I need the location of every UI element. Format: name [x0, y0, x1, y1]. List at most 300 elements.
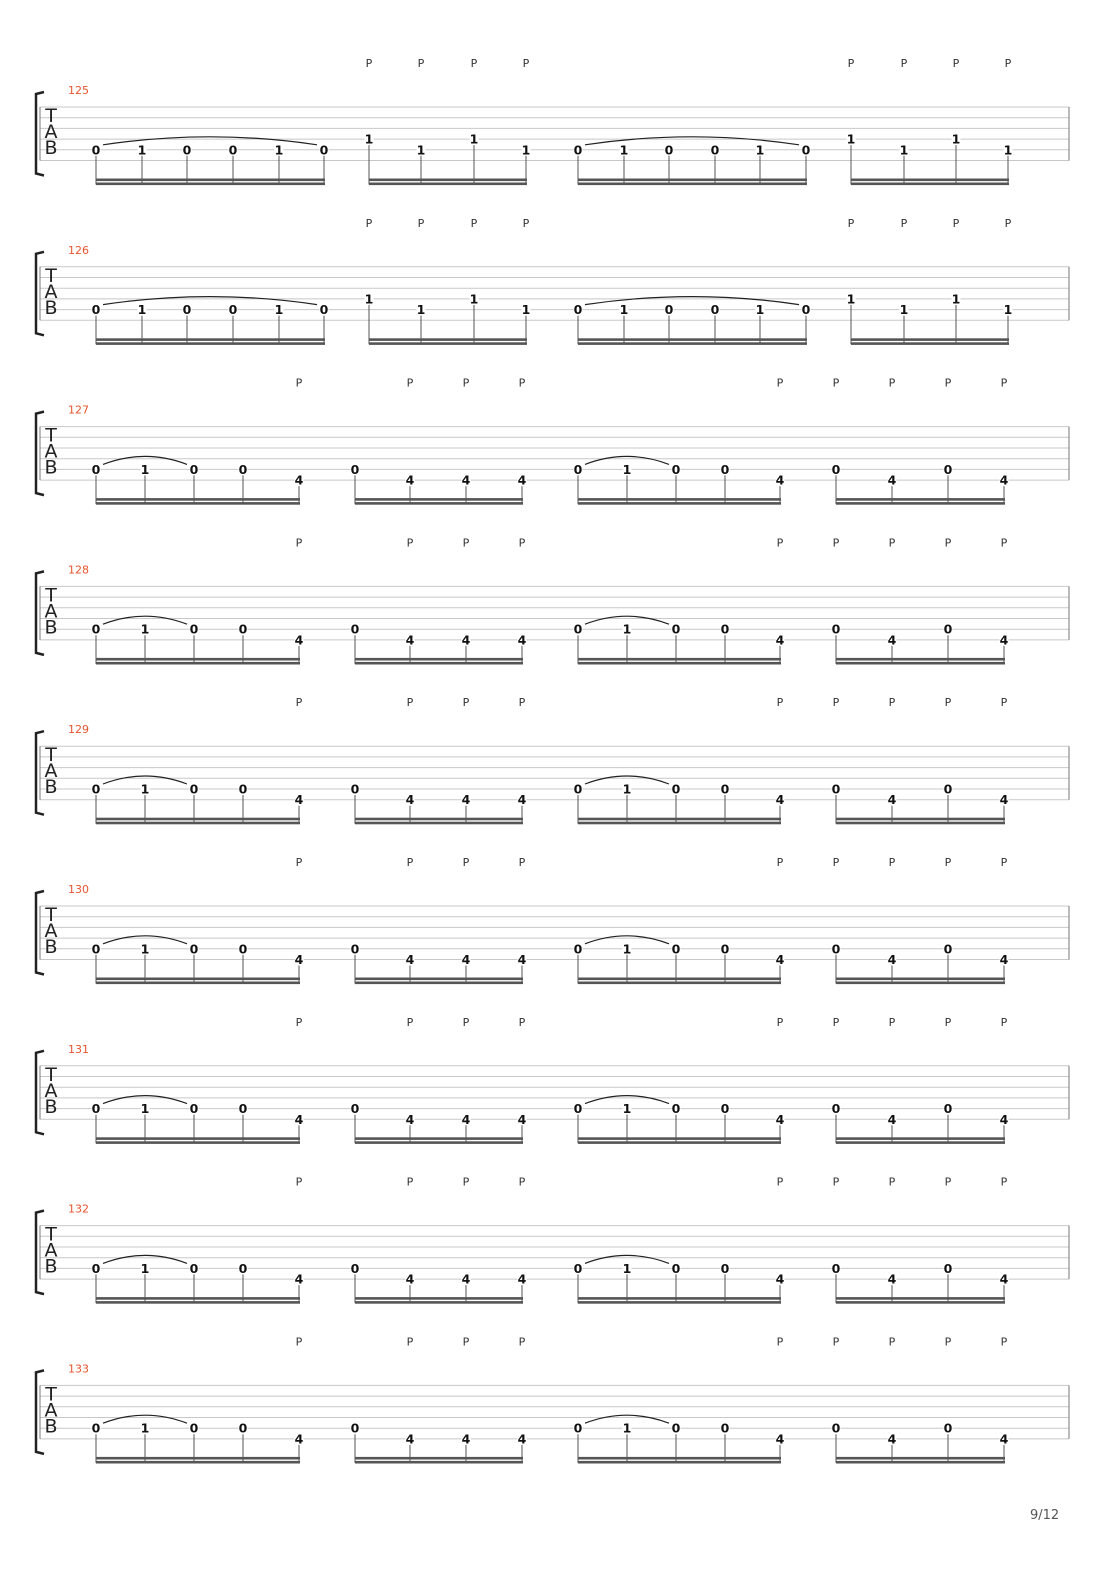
palm-mute-mark: P	[1000, 1175, 1008, 1189]
fret-number: 0	[91, 781, 101, 797]
fret-number: 1	[1003, 142, 1013, 158]
beam	[836, 498, 1005, 501]
fret-number: 0	[91, 142, 101, 158]
tab-system	[36, 1016, 1069, 1144]
beam	[836, 1297, 1005, 1300]
tab-clef-letter: A	[44, 760, 58, 783]
fret-number: 0	[801, 142, 811, 158]
palm-mute-mark: P	[295, 376, 303, 390]
fret-number: 1	[469, 291, 479, 307]
fret-number: 4	[405, 472, 415, 488]
palm-mute-mark: P	[406, 1335, 414, 1349]
tab-clef-letter: A	[44, 280, 58, 303]
fret-number: 0	[573, 941, 583, 957]
fret-number: 4	[999, 472, 1009, 488]
tie-arc	[585, 137, 799, 145]
fret-number: 4	[999, 632, 1009, 648]
palm-mute-mark: P	[1000, 1335, 1008, 1349]
fret-number: 1	[469, 131, 479, 147]
palm-mute-mark: P	[847, 216, 855, 230]
beam	[96, 822, 300, 825]
tab-clef-letter: B	[44, 936, 58, 958]
beam	[96, 658, 300, 661]
tab-system	[36, 377, 1069, 505]
fret-number: 0	[801, 302, 811, 318]
fret-number: 0	[238, 1260, 248, 1276]
beam	[578, 1297, 781, 1300]
palm-mute-mark: P	[1000, 856, 1008, 869]
beam	[96, 183, 325, 186]
palm-mute-mark: P	[944, 1335, 952, 1349]
fret-number: 0	[350, 1260, 360, 1276]
palm-mute-mark: P	[832, 1015, 840, 1029]
fret-number: 1	[140, 461, 150, 477]
beam	[578, 502, 781, 505]
tab-clef-letter: T	[45, 1223, 57, 1246]
palm-mute-mark: P	[888, 856, 896, 869]
beam	[836, 822, 1005, 825]
beam	[578, 1461, 781, 1464]
fret-number: 4	[461, 1431, 471, 1447]
fret-number: 0	[238, 1420, 248, 1436]
fret-number: 4	[461, 632, 471, 648]
fret-number: 0	[831, 941, 841, 957]
beam	[836, 1301, 1005, 1304]
palm-mute-mark: P	[900, 57, 908, 70]
beam	[578, 662, 781, 665]
tab-system	[36, 536, 1069, 664]
beam	[578, 1141, 781, 1144]
palm-mute-mark: P	[470, 57, 478, 70]
beam	[578, 338, 807, 341]
beam	[355, 1137, 523, 1140]
palm-mute-mark: P	[776, 1175, 784, 1189]
fret-number: 0	[671, 1420, 681, 1436]
beam	[96, 342, 325, 345]
tie-arc	[103, 297, 317, 305]
fret-number: 0	[91, 941, 101, 957]
fret-number: 0	[189, 461, 199, 477]
beam	[355, 658, 523, 661]
beam	[96, 502, 300, 505]
fret-number: 0	[238, 941, 248, 957]
palm-mute-mark: P	[462, 856, 470, 869]
palm-mute-mark: P	[295, 1335, 303, 1349]
fret-number: 4	[517, 632, 527, 648]
fret-number: 1	[416, 142, 426, 158]
fret-number: 4	[887, 952, 897, 967]
tab-clef-letter: B	[44, 296, 58, 319]
palm-mute-mark: P	[888, 376, 896, 390]
tab-clef-letter: B	[44, 1095, 58, 1118]
beam	[836, 662, 1005, 665]
fret-number: 1	[274, 302, 284, 318]
fret-number: 4	[775, 632, 785, 648]
fret-number: 4	[294, 1271, 304, 1287]
palm-mute-mark: P	[518, 536, 526, 550]
fret-number: 0	[350, 621, 360, 637]
beam	[851, 338, 1009, 341]
measure-number: 128	[68, 563, 89, 577]
beam	[96, 978, 300, 981]
tab-clef-letter: B	[44, 1255, 58, 1278]
tab-clef-letter: T	[45, 584, 57, 607]
tab-system	[36, 57, 1069, 185]
measure-number: 125	[68, 84, 89, 97]
palm-mute-mark: P	[295, 536, 303, 550]
palm-mute-mark: P	[295, 1175, 303, 1189]
fret-number: 1	[951, 131, 961, 147]
fret-number: 4	[517, 1111, 527, 1127]
tab-clef-letter: A	[44, 920, 58, 942]
beam	[578, 179, 807, 182]
fret-number: 4	[887, 1111, 897, 1127]
palm-mute-mark: P	[470, 216, 478, 230]
beam	[836, 982, 1005, 985]
fret-number: 1	[622, 1420, 632, 1436]
fret-number: 0	[671, 941, 681, 957]
fret-number: 1	[416, 302, 426, 318]
fret-number: 0	[91, 621, 101, 637]
fret-number: 1	[622, 941, 632, 957]
palm-mute-mark: P	[832, 1335, 840, 1349]
palm-mute-mark: P	[832, 696, 840, 710]
fret-number: 0	[710, 302, 720, 318]
fret-number: 1	[755, 142, 765, 158]
tab-clef-letter: B	[44, 1415, 58, 1438]
palm-mute-mark: P	[944, 536, 952, 550]
beam	[355, 662, 523, 665]
fret-number: 0	[189, 621, 199, 637]
beam	[851, 183, 1009, 186]
fret-number: 0	[319, 302, 329, 318]
tab-clef-letter: A	[44, 1079, 58, 1102]
fret-number: 0	[182, 302, 192, 318]
fret-number: 0	[710, 142, 720, 158]
beam	[355, 1297, 523, 1300]
beam	[355, 1141, 523, 1144]
beam	[578, 498, 781, 501]
palm-mute-mark: P	[295, 1015, 303, 1029]
tab-clef-letter: B	[44, 456, 58, 479]
fret-number: 0	[720, 941, 730, 957]
palm-mute-mark: P	[832, 536, 840, 550]
fret-number: 0	[189, 1260, 199, 1276]
beam	[96, 1301, 300, 1304]
fret-number: 4	[775, 1431, 785, 1447]
fret-number: 1	[755, 302, 765, 318]
beam	[836, 978, 1005, 981]
fret-number: 0	[573, 1260, 583, 1276]
tab-clef-letter: A	[44, 440, 58, 463]
beam	[355, 982, 523, 985]
fret-number: 0	[238, 461, 248, 477]
fret-number: 4	[405, 632, 415, 648]
fret-number: 4	[999, 952, 1009, 967]
fret-number: 1	[951, 291, 961, 307]
tab-clef-letter: A	[44, 600, 58, 623]
beam	[578, 658, 781, 661]
fret-number: 4	[775, 1271, 785, 1287]
fret-number: 0	[671, 1260, 681, 1276]
palm-mute-mark: P	[406, 696, 414, 710]
tab-system	[36, 696, 1069, 824]
beam	[96, 1461, 300, 1464]
fret-number: 0	[238, 621, 248, 637]
fret-number: 4	[461, 1111, 471, 1127]
palm-mute-mark: P	[776, 1015, 784, 1029]
fret-number: 0	[91, 1420, 101, 1436]
palm-mute-mark: P	[406, 536, 414, 550]
beam	[578, 183, 807, 186]
fret-number: 0	[573, 461, 583, 477]
fret-number: 0	[943, 461, 953, 477]
fret-number: 1	[622, 461, 632, 477]
beam	[369, 183, 527, 186]
palm-mute-mark: P	[888, 536, 896, 550]
beam	[96, 982, 300, 985]
fret-number: 4	[517, 1431, 527, 1447]
tab-clef-letter: T	[45, 904, 57, 926]
fret-number: 4	[775, 1111, 785, 1127]
fret-number: 4	[405, 792, 415, 808]
beam	[578, 342, 807, 345]
palm-mute-mark: P	[776, 696, 784, 710]
palm-mute-mark: P	[776, 536, 784, 550]
fret-number: 1	[1003, 302, 1013, 318]
beam	[96, 1137, 300, 1140]
measure-number: 129	[68, 723, 89, 737]
palm-mute-mark: P	[944, 1015, 952, 1029]
palm-mute-mark: P	[900, 216, 908, 230]
fret-number: 1	[140, 941, 150, 957]
fret-number: 0	[720, 1260, 730, 1276]
palm-mute-mark: P	[518, 856, 526, 869]
fret-number: 4	[775, 792, 785, 808]
palm-mute-mark: P	[776, 376, 784, 390]
palm-mute-mark: P	[518, 696, 526, 710]
fret-number: 1	[140, 1260, 150, 1276]
fret-number: 0	[350, 781, 360, 797]
fret-number: 1	[274, 142, 284, 158]
fret-number: 1	[140, 781, 150, 797]
beam	[578, 822, 781, 825]
fret-number: 1	[137, 302, 147, 318]
palm-mute-mark: P	[406, 1015, 414, 1029]
fret-number: 0	[943, 941, 953, 957]
fret-number: 1	[619, 142, 629, 158]
palm-mute-mark: P	[462, 536, 470, 550]
fret-number: 0	[350, 461, 360, 477]
beam	[836, 1457, 1005, 1460]
fret-number: 4	[775, 952, 785, 967]
palm-mute-mark: P	[522, 57, 530, 70]
beam	[851, 342, 1009, 345]
fret-number: 0	[228, 142, 238, 158]
fret-number: 4	[517, 792, 527, 808]
measure-number: 126	[68, 243, 89, 257]
fret-number: 0	[671, 461, 681, 477]
palm-mute-mark: P	[952, 216, 960, 230]
palm-mute-mark: P	[888, 1175, 896, 1189]
fret-number: 0	[943, 1420, 953, 1436]
measure-number: 131	[68, 1042, 89, 1056]
beam	[836, 818, 1005, 821]
palm-mute-mark: P	[832, 1175, 840, 1189]
beam	[355, 978, 523, 981]
fret-number: 1	[846, 291, 856, 307]
palm-mute-mark: P	[406, 856, 414, 869]
measure-number: 133	[68, 1362, 89, 1376]
beam	[96, 498, 300, 501]
fret-number: 4	[999, 1111, 1009, 1127]
palm-mute-mark: P	[888, 1335, 896, 1349]
palm-mute-mark: P	[417, 216, 425, 230]
beam	[578, 1457, 781, 1460]
palm-mute-mark: P	[518, 1015, 526, 1029]
beam	[836, 502, 1005, 505]
tie-arc	[585, 297, 799, 305]
fret-number: 4	[887, 472, 897, 488]
tab-clef-letter: T	[45, 105, 57, 127]
palm-mute-mark: P	[944, 856, 952, 869]
beam	[836, 1141, 1005, 1144]
fret-number: 0	[573, 302, 583, 318]
beam	[355, 1301, 523, 1304]
beam	[355, 498, 523, 501]
fret-number: 4	[887, 632, 897, 648]
beam	[836, 1461, 1005, 1464]
fret-number: 4	[517, 952, 527, 967]
tab-clef-letter: A	[44, 1239, 58, 1262]
palm-mute-mark: P	[888, 1015, 896, 1029]
fret-number: 4	[461, 1271, 471, 1287]
fret-number: 0	[238, 1101, 248, 1117]
tab-clef-letter: T	[45, 1063, 57, 1086]
beam	[96, 1141, 300, 1144]
beam	[836, 658, 1005, 661]
fret-number: 0	[182, 142, 192, 158]
fret-number: 1	[846, 131, 856, 147]
fret-number: 4	[294, 472, 304, 488]
fret-number: 0	[238, 781, 248, 797]
fret-number: 4	[461, 792, 471, 808]
palm-mute-mark: P	[518, 376, 526, 390]
fret-number: 0	[831, 781, 841, 797]
tab-clef-letter: B	[44, 776, 58, 799]
tab-clef-letter: B	[44, 137, 58, 159]
tab-clef-letter: A	[44, 1399, 58, 1422]
fret-number: 0	[319, 142, 329, 158]
fret-number: 0	[720, 781, 730, 797]
fret-number: 4	[405, 1431, 415, 1447]
fret-number: 1	[521, 142, 531, 158]
palm-mute-mark: P	[417, 57, 425, 70]
fret-number: 0	[573, 781, 583, 797]
fret-number: 4	[405, 1271, 415, 1287]
palm-mute-mark: P	[295, 696, 303, 710]
beam	[96, 1297, 300, 1300]
fret-number: 0	[664, 302, 674, 318]
fret-number: 0	[720, 621, 730, 637]
beam	[578, 1301, 781, 1304]
palm-mute-mark: P	[944, 376, 952, 390]
fret-number: 0	[831, 1101, 841, 1117]
fret-number: 4	[294, 1431, 304, 1447]
fret-number: 4	[999, 1431, 1009, 1447]
fret-number: 0	[671, 621, 681, 637]
fret-number: 1	[140, 1101, 150, 1117]
fret-number: 0	[831, 1260, 841, 1276]
fret-number: 0	[573, 1101, 583, 1117]
beam	[355, 1457, 523, 1460]
fret-number: 4	[461, 472, 471, 488]
beam	[578, 818, 781, 821]
fret-number: 4	[517, 1271, 527, 1287]
palm-mute-mark: P	[847, 57, 855, 70]
fret-number: 1	[140, 621, 150, 637]
fret-number: 0	[671, 781, 681, 797]
fret-number: 0	[91, 461, 101, 477]
beam	[578, 978, 781, 981]
measure-number: 127	[68, 403, 89, 417]
fret-number: 0	[943, 621, 953, 637]
beam	[96, 662, 300, 665]
palm-mute-mark: P	[1004, 57, 1012, 70]
beam	[369, 342, 527, 345]
measure-number: 132	[68, 1202, 89, 1216]
beam	[96, 818, 300, 821]
fret-number: 4	[887, 1431, 897, 1447]
fret-number: 4	[887, 1271, 897, 1287]
page-number: 9/12	[1030, 1508, 1060, 1523]
fret-number: 0	[943, 1101, 953, 1117]
fret-number: 4	[294, 952, 304, 967]
palm-mute-mark: P	[295, 856, 303, 869]
fret-number: 1	[140, 1420, 150, 1436]
beam	[355, 822, 523, 825]
fret-number: 4	[294, 632, 304, 648]
beam	[355, 1461, 523, 1464]
palm-mute-mark: P	[1000, 696, 1008, 710]
fret-number: 1	[622, 1101, 632, 1117]
palm-mute-mark: P	[462, 1015, 470, 1029]
fret-number: 0	[189, 1101, 199, 1117]
fret-number: 4	[775, 472, 785, 488]
fret-number: 0	[91, 302, 101, 318]
palm-mute-mark: P	[1004, 216, 1012, 230]
fret-number: 0	[664, 142, 674, 158]
fret-number: 0	[671, 1101, 681, 1117]
palm-mute-mark: P	[518, 1175, 526, 1189]
fret-number: 1	[364, 291, 374, 307]
fret-number: 4	[405, 1111, 415, 1127]
fret-number: 0	[189, 1420, 199, 1436]
palm-mute-mark: P	[406, 1175, 414, 1189]
palm-mute-mark: P	[832, 856, 840, 869]
fret-number: 0	[831, 621, 841, 637]
beam	[96, 1457, 300, 1460]
fret-number: 1	[899, 142, 909, 158]
tab-clef-letter: B	[44, 616, 58, 639]
fret-number: 0	[831, 1420, 841, 1436]
fret-number: 0	[720, 1101, 730, 1117]
fret-number: 4	[887, 792, 897, 808]
palm-mute-mark: P	[522, 216, 530, 230]
palm-mute-mark: P	[462, 1335, 470, 1349]
fret-number: 0	[943, 781, 953, 797]
palm-mute-mark: P	[406, 376, 414, 390]
